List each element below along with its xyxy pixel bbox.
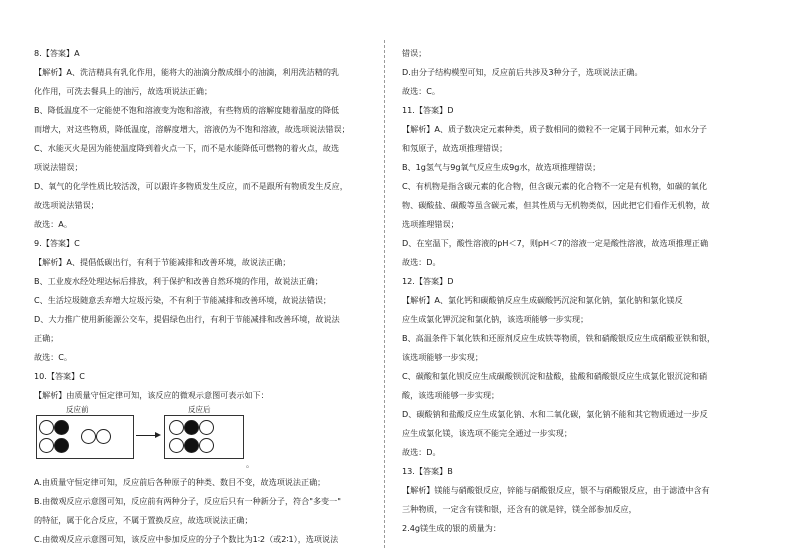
arrow-icon — [136, 435, 156, 436]
white-atom — [199, 438, 214, 453]
text-line: 【解析】A、质子数决定元素种类，质子数相同的微粒不一定属于同种元素，如水分子 — [402, 124, 708, 134]
text-line: 酸，该选项能够一步实现； — [402, 390, 500, 400]
text-line: 而增大，对这些物质，降低温度，溶解度增大，溶液仍为不饱和溶液，故选项说法错误； — [34, 124, 350, 134]
white-atom — [96, 429, 111, 444]
text-line: C、水能灭火是因为能使温度降到着火点一下，而不是水能降低可燃物的着火点，故选 — [34, 143, 340, 153]
text-line: 物、碳酸盐、碳酸等虽含碳元素，但其性质与无机物类似，因此把它们看作无机物，故 — [402, 200, 710, 210]
text-line: 和氖原子，故选项推理错误； — [402, 143, 508, 153]
text-line: B、工业废水经处理达标后排放，利于保护和改善自然环境的作用，故说法正确； — [34, 276, 323, 286]
text-line: 【解析】镁能与硝酸银反应，锌能与硝酸银反应，银不与硝酸银反应，由于滤渣中含有 — [402, 485, 710, 495]
text-line: 故选：C。 — [34, 352, 73, 362]
text-line: 【解析】A、洗洁精具有乳化作用，能将大的油滴分散成细小的油滴，利用洗洁精的乳 — [34, 67, 340, 77]
answer-q10-end — [402, 44, 764, 101]
text-line: 应生成氯化镁，该选项不能完全通过一步实现； — [402, 428, 572, 438]
text-line: 正确； — [34, 333, 59, 343]
text-line: D、在室温下，酸性溶液的pH＜7，则pH＜7的溶液一定是酸性溶液，故选项推理正确 — [402, 238, 709, 248]
answer-q10-tail — [34, 473, 374, 549]
text-line: 故选：D。 — [402, 257, 441, 267]
answer-q9 — [34, 234, 374, 367]
text-line: 错误； — [402, 48, 427, 58]
text-line: 化作用，可洗去餐具上的油污，故选项说法正确； — [34, 86, 213, 96]
text-line: 该选项能够一步实现； — [402, 352, 483, 362]
text-line: 三种物质，一定含有镁和银，还含有的就是锌，镁全部参加反应， — [402, 504, 637, 514]
text-line: B、降低温度不一定能使不饱和溶液变为饱和溶液，有些物质的溶解度随着温度的降低 — [34, 105, 340, 115]
text-line: C、有机物是指含碳元素的化合物，但含碳元素的化合物不一定是有机物，如碳的氧化 — [402, 181, 708, 191]
answer-q8 — [34, 44, 374, 234]
before-box — [36, 415, 134, 459]
arrow-head-icon — [155, 432, 161, 438]
black-atom — [184, 420, 199, 435]
answer-q13 — [402, 462, 764, 538]
text-line: 9.【答案】C — [34, 238, 80, 248]
text-line: A.由质量守恒定律可知，反应前后各种原子的种类、数目不变，故选项说法正确； — [34, 477, 326, 487]
text-line: 【解析】A、氯化钙和碳酸钠反应生成碳酸钙沉淀和氯化钠，氯化钠和氯化镁反 — [402, 295, 683, 305]
left-column — [34, 44, 374, 549]
reaction-diagram — [36, 405, 296, 473]
right-column — [402, 44, 764, 538]
black-atom — [184, 438, 199, 453]
white-atom — [39, 438, 54, 453]
text-line: 应生成氯化钾沉淀和氯化钠，该选项能够一步实现； — [402, 314, 589, 324]
white-atom — [169, 420, 184, 435]
text-line: 【解析】由质量守恒定律可知，该反应的微观示意图可表示如下： — [34, 390, 269, 400]
white-atom — [39, 420, 54, 435]
column-divider — [384, 40, 385, 548]
text-line: 10.【答案】C — [34, 371, 85, 381]
text-line: 12.【答案】D — [402, 276, 454, 286]
white-atom — [81, 429, 96, 444]
text-line: 项说法错误； — [34, 162, 83, 172]
text-line: D、大力推广使用新能源公交车，提倡绿色出行，有利于节能减排和改善环境，故说法 — [34, 314, 340, 324]
answer-q11 — [402, 101, 764, 272]
text-line: 故选：C。 — [402, 86, 441, 96]
text-line: C、生活垃圾随意丢弃增大垃圾污染，不有利于节能减排和改善环境，故说法错误； — [34, 295, 332, 305]
text-line: C.由微观反应示意图可知，该反应中参加反应的分子个数比为1∶2（或2∶1），选项说法 — [34, 534, 339, 544]
black-atom — [54, 438, 69, 453]
answer-q10-head — [34, 367, 374, 405]
text-line: D、氧气的化学性质比较活泼，可以跟许多物质发生反应，而不是跟所有物质发生反应， — [34, 181, 348, 191]
text-line: B、高温条件下氧化铁和还原剂反应生成铁等物质，铁和硝酸银反应生成硝酸亚铁和银， — [402, 333, 716, 343]
text-line: 的特征，属于化合反应，不属于置换反应，故选项说法正确； — [34, 515, 253, 525]
text-line: D.由分子结构模型可知，反应前后共涉及3种分子，选项说法正确。 — [402, 67, 643, 77]
text-line: B、1g氢气与9g氧气反应生成9g水，故选项推理错误； — [402, 162, 601, 172]
black-atom — [54, 420, 69, 435]
text-line: 2.4g镁生成的银的质量为： — [402, 523, 501, 533]
white-atom — [169, 438, 184, 453]
text-line: 【解析】A、提倡低碳出行，有利于节能减排和改善环境，故说法正确； — [34, 257, 291, 267]
text-line: 故选：A。 — [34, 219, 72, 229]
before-label: 反应前 — [66, 405, 89, 414]
text-line: C、碳酸和氯化钡反应生成碳酸钡沉淀和盐酸，盐酸和硝酸银反应生成氯化银沉淀和硝 — [402, 371, 708, 381]
after-box — [164, 415, 244, 459]
text-line: D、碳酸钠和盐酸反应生成氯化钠、水和二氧化碳，氯化钠不能和其它物质通过一步反 — [402, 409, 708, 419]
text-line: B.由微观反应示意图可知，反应前有两种分子，反应后只有一种新分子，符合"多变一" — [34, 496, 341, 506]
text-line: 选项推理错误； — [402, 219, 459, 229]
text-line: 8.【答案】A — [34, 48, 80, 58]
text-line: 故选：D。 — [402, 447, 441, 457]
after-label: 反应后 — [188, 405, 211, 414]
text-line: 13.【答案】B — [402, 466, 453, 476]
text-line: 11.【答案】D — [402, 105, 454, 115]
text-line: 故选项说法错误； — [34, 200, 99, 210]
answer-q12 — [402, 272, 764, 462]
end-mark: 。 — [246, 460, 254, 469]
white-atom — [199, 420, 214, 435]
